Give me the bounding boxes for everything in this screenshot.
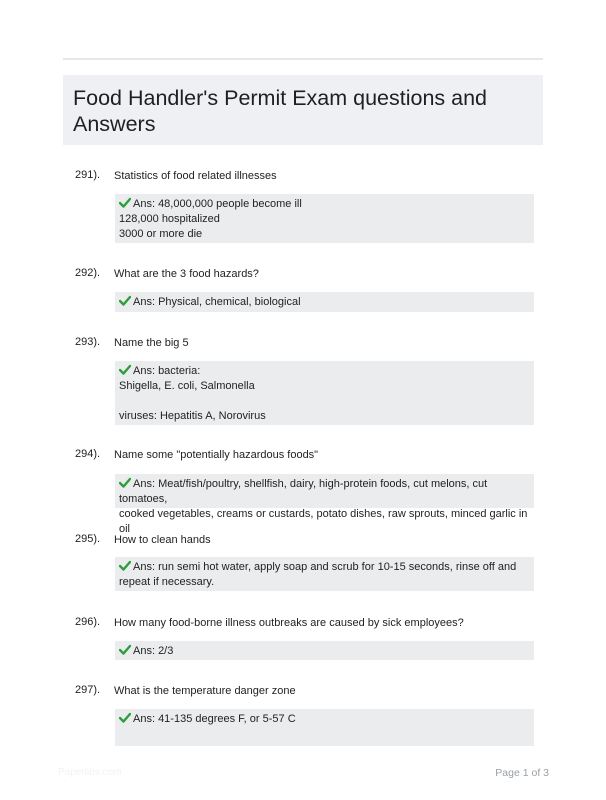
answer-line: Ans: Physical, chemical, biological — [133, 296, 301, 308]
question-number: 297). — [75, 684, 101, 696]
question-number: 291). — [75, 169, 101, 181]
answer-line: Ans: bacteria: — [133, 365, 201, 377]
question-number: 295). — [75, 533, 101, 545]
question-text: How many food-borne illness outbreaks are caused by sick employees? — [114, 617, 464, 629]
question-text: How to clean hands — [114, 534, 211, 546]
checkmark-icon — [119, 364, 131, 375]
answer-line: 3000 or more die — [119, 228, 203, 240]
question-number: 296). — [75, 616, 101, 628]
page-title: Food Handler's Permit Exam questions and Answers — [73, 86, 488, 136]
checkmark-icon — [119, 197, 131, 208]
answer-box — [115, 474, 534, 535]
question-text: Statistics of food related illnesses — [114, 170, 277, 182]
question-number: 293). — [75, 336, 101, 348]
page-number: Page 1 of 3 — [495, 767, 549, 779]
question-number: 294). — [75, 448, 101, 460]
answer-line: cooked vegetables, creams or custards, potato dishes, raw sprouts, minced garlic in oil — [119, 508, 531, 535]
top-divider — [63, 58, 543, 60]
question-text: What is the temperature danger zone — [114, 685, 296, 697]
answer-line: Shigella, E. coli, Salmonella — [119, 380, 255, 392]
answer-line: 128,000 hospitalized — [119, 213, 220, 225]
answer-line: viruses: Hepatitis A, Norovirus — [119, 410, 266, 422]
question-number: 292). — [75, 267, 101, 279]
checkmark-icon — [119, 712, 131, 723]
checkmark-icon — [119, 560, 131, 571]
checkmark-icon — [119, 477, 131, 488]
question-text: What are the 3 food hazards? — [114, 268, 259, 280]
answer-line-blank — [119, 394, 530, 409]
answer-box — [115, 361, 534, 425]
footer-watermark: Paperlibs.com — [58, 767, 122, 778]
answer-line: Ans: 48,000,000 people become ill — [133, 198, 302, 210]
answer-box — [115, 557, 534, 591]
answer-line: Ans: run semi hot water, apply soap and scrub for 10-15 seconds, rinse off and — [133, 561, 517, 573]
title-banner — [63, 75, 543, 145]
answer-line: repeat if necessary. — [119, 576, 215, 588]
answer-box — [115, 641, 534, 660]
checkmark-icon — [119, 295, 131, 306]
checkmark-icon — [119, 644, 131, 655]
answer-line: Ans: Meat/fish/poultry, shellfish, dairy, high-protein foods, cut melons, cut tomatoes, — [119, 478, 491, 505]
answer-box — [115, 194, 534, 243]
answer-box — [115, 709, 534, 746]
answer-line: Ans: 2/3 — [133, 645, 174, 657]
question-text: Name some "potentially hazardous foods" — [114, 449, 319, 461]
answer-line: Ans: 41-135 degrees F, or 5-57 C — [133, 713, 296, 725]
answer-box — [115, 292, 534, 312]
question-text: Name the big 5 — [114, 337, 189, 349]
